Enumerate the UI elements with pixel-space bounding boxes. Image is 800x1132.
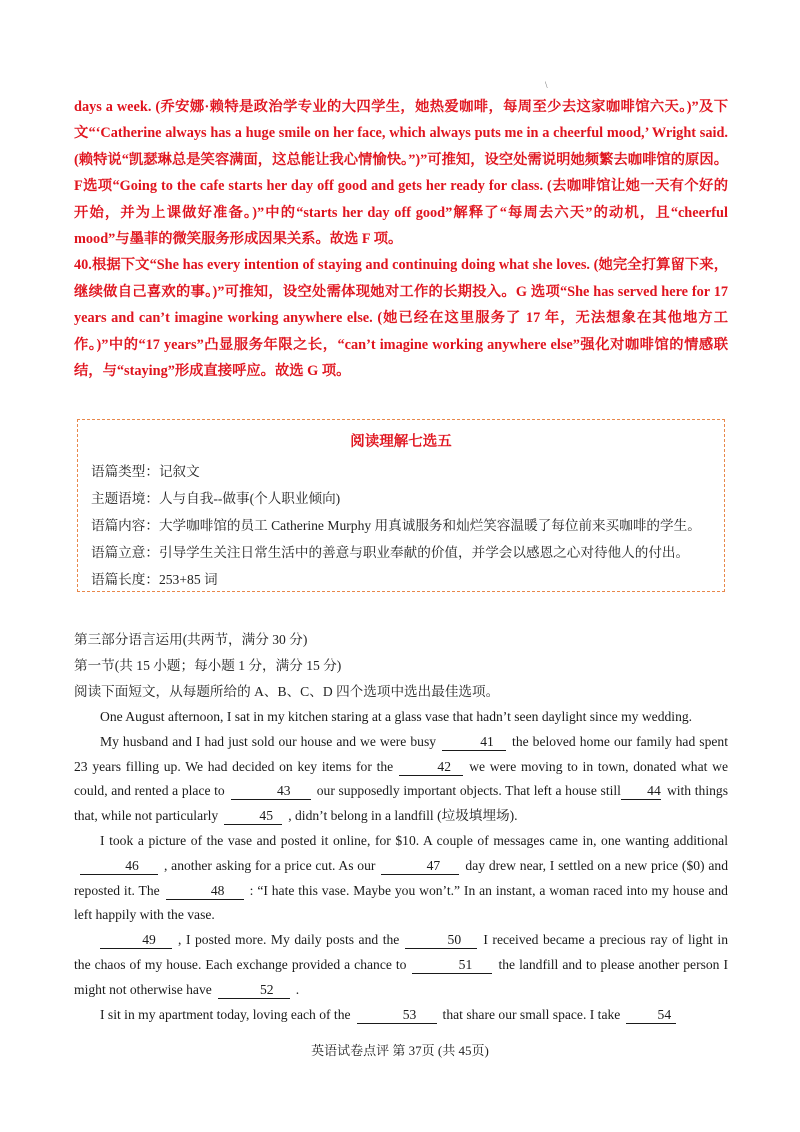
genre-row: 语篇类型：记叙文 <box>91 464 200 479</box>
paragraph-4: 49 , I posted more. My daily posts and the 50 I received became a precious ray of light in the chaos of my house. Each exchange provided a chance to 51 the landfill and to please another person I might not otherwise have 52 . <box>74 932 729 997</box>
paragraph-2: My husband and I had just sold our house and we were busy 41 the beloved home our family had spent 23 years filling up. We had decided on key items for the 42 we were moving to in town, donated what we could, and rented a place to 43 our supposedly important objects. That left a house still 44 with things that, while not particularly 45 , didn’t belong in a landfill (垃圾填埋场). <box>74 733 728 824</box>
scan-mark: \ <box>545 80 548 90</box>
blank-43[interactable]: 43 <box>231 783 311 800</box>
blank-51[interactable]: 51 <box>412 957 492 974</box>
explanation-39: days a week. (乔安娜·赖特是政治学专业的大四学生，她热爱咖啡，每周至少去这家咖啡馆六天。)”及下文“‘Catherine always has a huge smile on her face, which always puts me in a cheerful mood,’ Wright said. (赖特说“凯瑟琳总是笑容满面，这总能让我心情愉快。”)”可推知，设空处需说明她频繁去咖啡馆的原因。F选项“Going to the cafe starts her day off good and gets her ready for class. (去咖啡馆让她一天有个好的开始，并为上课做好准备。)”中的“starts her day off good”解释了“每周去六天”的动机，且“cheerful mood”与墨菲的微笑服务形成因果关系。故选 F 项。 <box>74 99 728 248</box>
theme-row: 主题语境：人与自我--做事(个人职业倾向) <box>91 491 341 506</box>
blank-42[interactable]: 42 <box>399 759 463 776</box>
blank-53[interactable]: 53 <box>357 1007 437 1024</box>
section-heading: 第一节(共 15 小题；每小题 1 分，满分 15 分) <box>74 658 342 673</box>
cloze-passage <box>74 705 728 1027</box>
part-heading: 第三部分语言运用(共两节，满分 30 分) <box>74 632 308 647</box>
blank-45[interactable]: 45 <box>224 808 282 825</box>
answer-explanation <box>74 94 728 384</box>
paragraph-3: I took a picture of the vase and posted it online, for $10. A couple of messages came in, one wanting additional46 , another asking for a price cut. As our 47 day drew near, I settled on a new price ($0) and reposted it. The 48 : “I hate this vase. Maybe you won’t.” In an instant, a woman raced into my house and left happily with the vase. <box>74 832 728 923</box>
blank-47[interactable]: 47 <box>381 858 459 875</box>
page-footer: 英语试卷点评 第 37页 (共 45页) <box>311 1043 489 1058</box>
paragraph-5: I sit in my apartment today, loving each of the 53 that share our small space. I take 54 <box>74 1003 728 1028</box>
blank-46[interactable]: 46 <box>80 858 158 875</box>
instructions: 阅读下面短文，从每题所给的 A、B、C、D 四个选项中选出最佳选项。 <box>74 684 500 699</box>
box-title: 阅读理解七选五 <box>350 434 452 450</box>
blank-50[interactable]: 50 <box>405 932 477 949</box>
blank-54[interactable]: 54 <box>626 1007 676 1024</box>
passage-info-box <box>77 419 725 592</box>
blank-44[interactable]: 44 <box>621 783 661 800</box>
blank-41[interactable]: 41 <box>442 734 506 751</box>
purpose-row: 语篇立意：引导学生关注日常生活中的善意与职业奉献的价值，并学会以感恩之心对待他人的付出。 <box>91 545 690 560</box>
blank-49[interactable]: 49 <box>100 932 172 949</box>
explanation-40: 40.根据下文“She has every intention of staying and continuing doing what she loves. (她完全打算留下来，继续做自己喜欢的事。)”可推知，设空处需体现她对工作的长期投入。G 选项“She has served here for 17 years and can’t imagine working anywhere else. (她已经在这里服务了 17 年，无法想象在其他地方工作。)”中的“17 years”凸显服务年限之长，“can’t imagine working anywhere else”强化对咖啡馆的情感联结，与“staying”形成直接呼应。故选 G 项。 <box>74 257 728 380</box>
blank-52[interactable]: 52 <box>218 982 290 999</box>
paragraph-1: One August afternoon, I sat in my kitchen staring at a glass vase that hadn’t seen daylight since my wedding. <box>100 709 693 724</box>
blank-48[interactable]: 48 <box>166 883 244 900</box>
content-row: 语篇内容：大学咖啡馆的员工 Catherine Murphy 用真诚服务和灿烂笑容温暖了每位前来买咖啡的学生。 <box>91 518 701 533</box>
length-row: 语篇长度：253+85 词 <box>91 572 218 587</box>
